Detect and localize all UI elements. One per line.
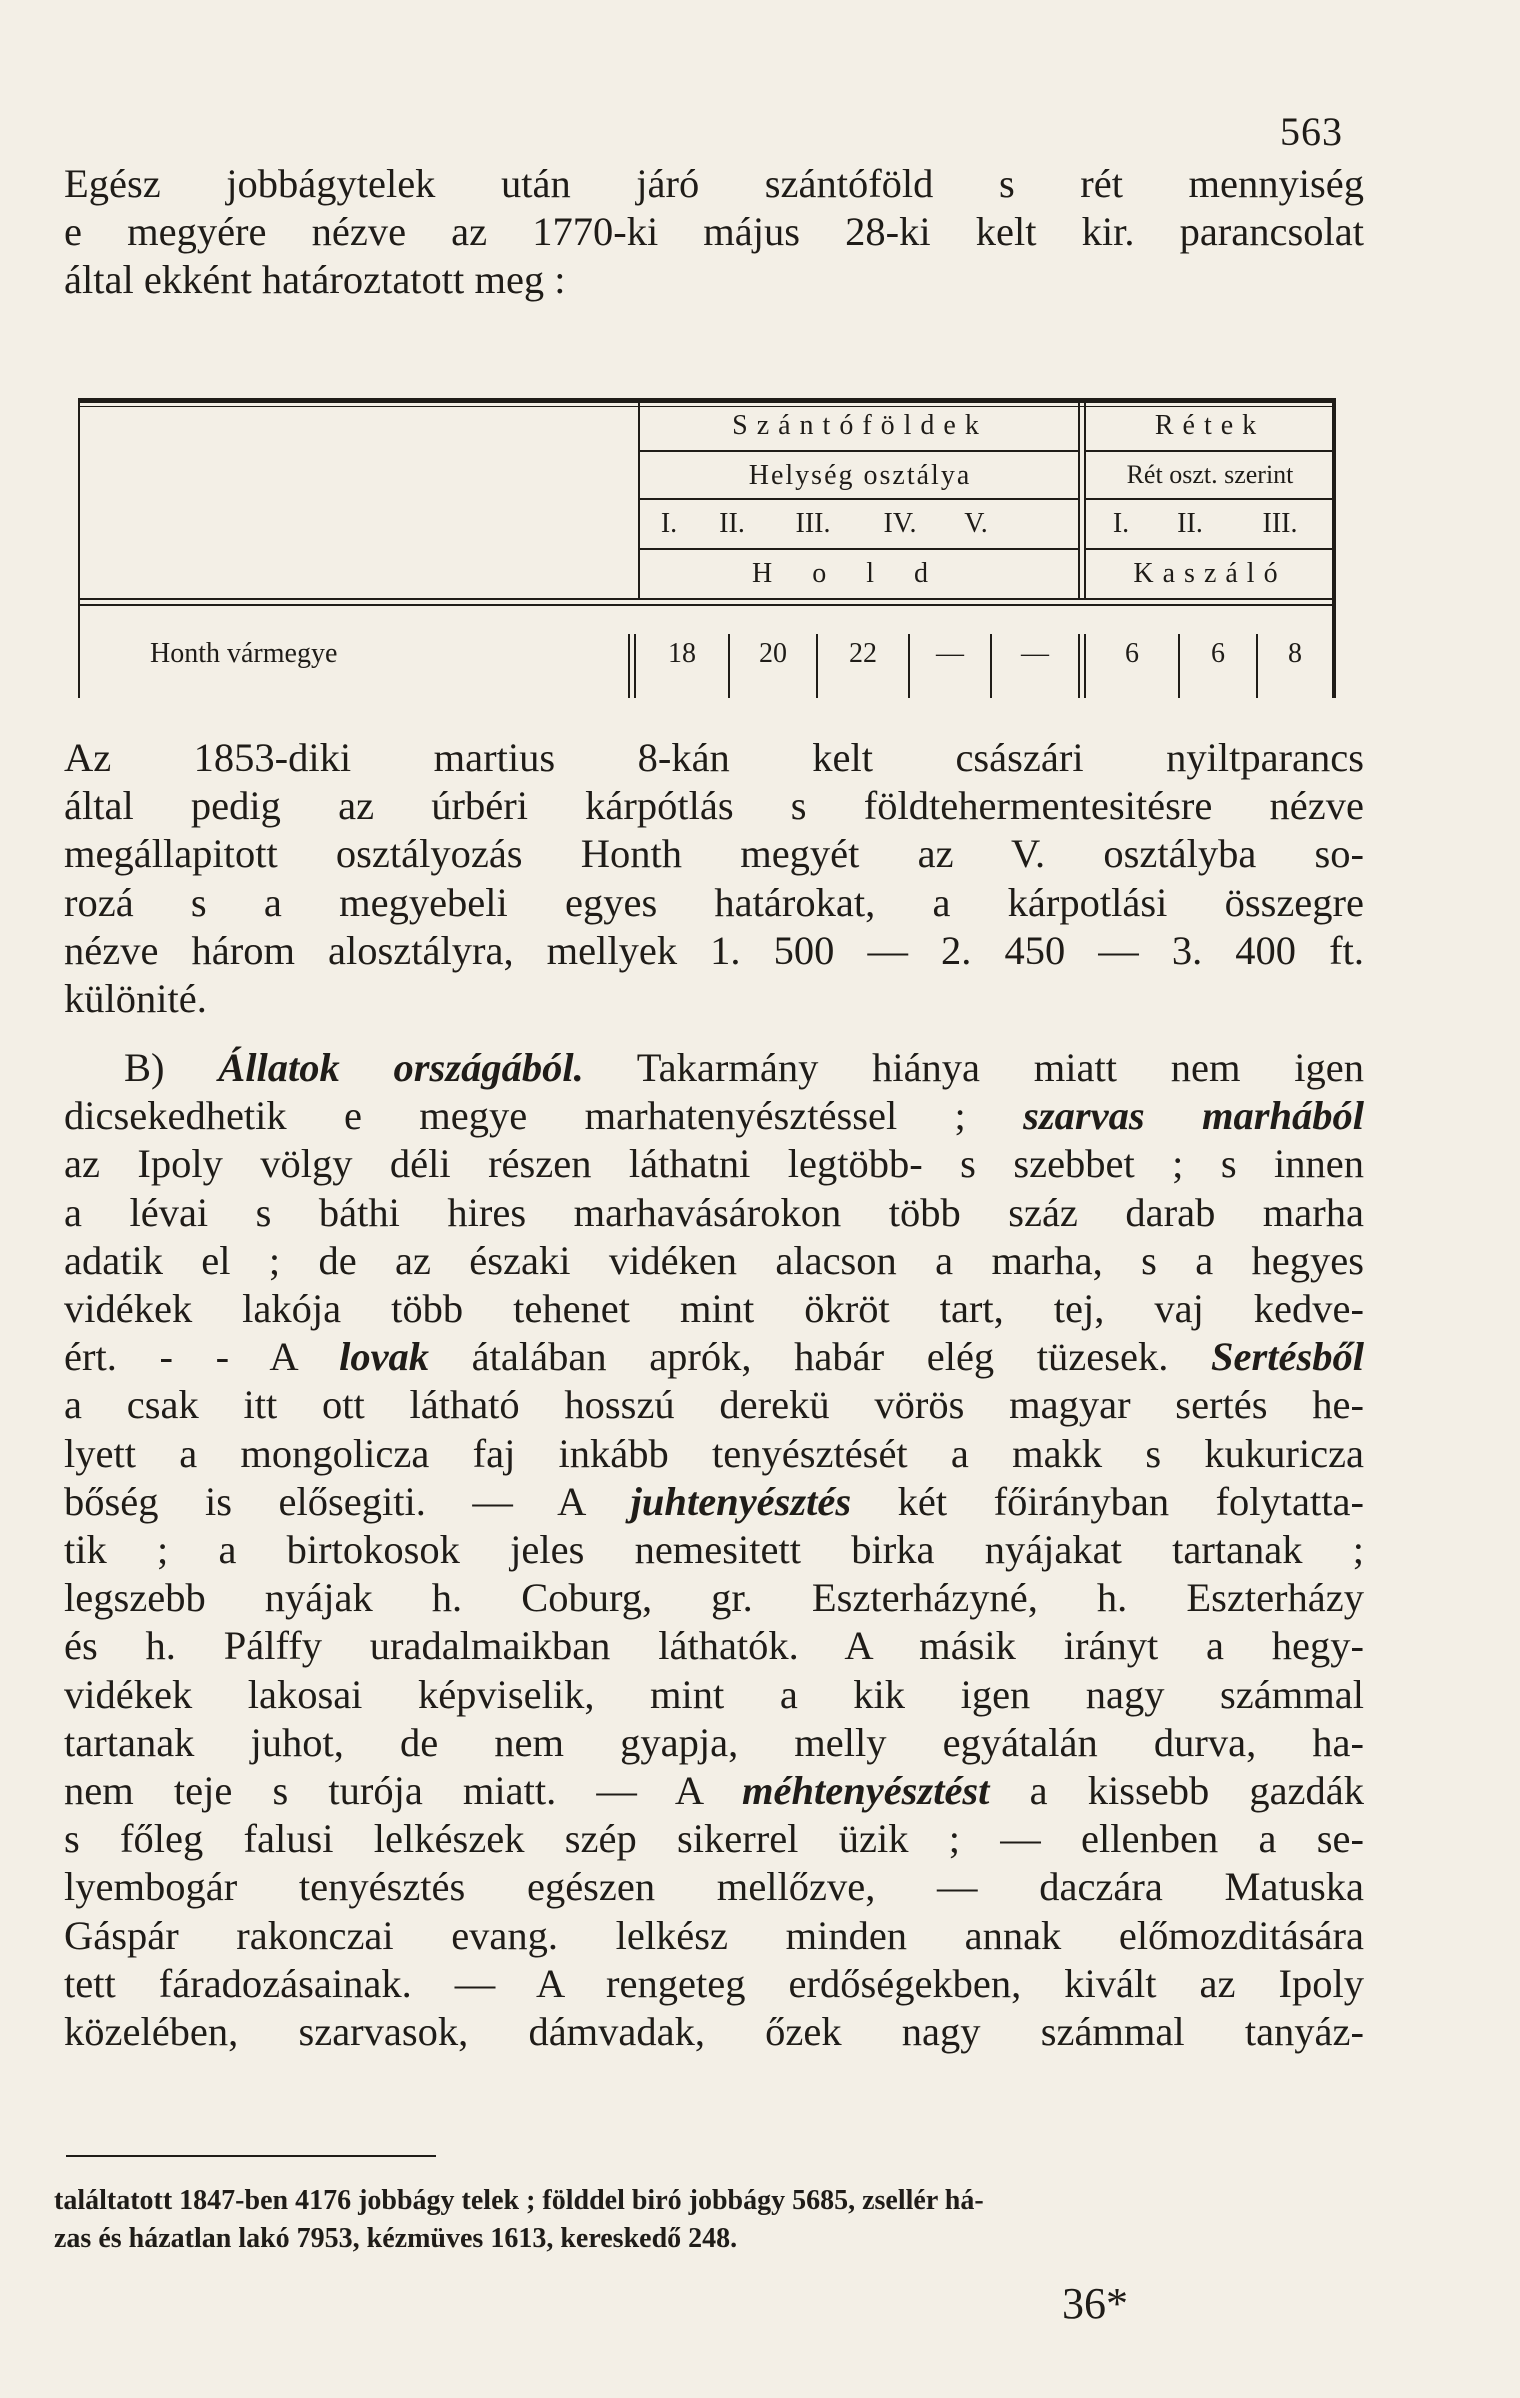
para-line: tett fáradozásainak. — A rengeteg erdőségekben, kivált az Ipoly <box>64 1960 1364 2006</box>
meadow-value: 6 <box>1125 638 1139 669</box>
para-line: közelében, szarvasok, dámvadak, őzek nagy számmal tanyáz- <box>64 2009 1364 2055</box>
para-line: bőség is elősegiti. — A juhtenyésztés két főirányban folytatta- <box>64 1478 1365 1524</box>
para-line: tik ; a birtokosok jeles nemesitett birka nyájakat tartanak ; <box>64 1527 1364 1573</box>
arable-value: 20 <box>759 638 787 669</box>
page-number: 563 <box>1280 109 1343 154</box>
unit-meadow: Kaszáló <box>1133 558 1287 589</box>
para-line: vidékek lakosai képviselik, mint a kik igen nagy számmal <box>64 1671 1364 1717</box>
arable-class: IV. <box>883 508 917 539</box>
arable-class: I. <box>660 508 678 539</box>
arable-value: — <box>936 638 964 669</box>
para-line: és h. Pálffy uradalmaikban láthatók. A másik irányt a hegy- <box>64 1623 1364 1669</box>
para-line: vidékek lakója több tehenet mint ökröt tart, tej, vaj kedve- <box>64 1286 1364 1332</box>
para-line: Gáspár rakonczai evang. lelkész minden annak előmozditására <box>64 1912 1364 1958</box>
para-line: legszebb nyájak h. Coburg, gr. Eszterházyné, h. Eszterházy <box>64 1575 1364 1621</box>
para-line: megállapitott osztályozás Honth megyét az V. osztályba so- <box>64 831 1364 877</box>
meadow-value: 8 <box>1288 638 1302 669</box>
sub-meadow: Rét oszt. szerint <box>1126 460 1294 489</box>
sub-arable: Helység osztálya <box>748 460 972 491</box>
footnote-divider <box>66 2155 436 2157</box>
para-line: s főleg falusi lelkészek szép sikerrel üzik ; — ellenben a se- <box>64 1816 1364 1862</box>
para-line: Az 1853-diki martius 8-kán kelt császári nyiltparancs <box>64 735 1364 780</box>
para-line: B) Állatok országából. Takarmány hiánya miatt nem igen <box>124 1045 1365 1090</box>
section-heading: Állatok országából. <box>218 1045 584 1090</box>
land-table <box>70 398 1338 698</box>
intro-line: Egész jobbágytelek után járó szántóföld s rét mennyiség <box>64 161 1364 206</box>
para-line: által pedig az úrbéri kárpótlás s földtehermentesitésre nézve <box>64 783 1364 829</box>
para-line: rozá s a megyebeli egyes határokat, a kárpotlási összegre <box>64 879 1364 925</box>
meadow-value: 6 <box>1211 638 1225 669</box>
footnote-line: zas és házatlan lakó 7953, kézmüves 1613, kereskedő 248. <box>54 2223 738 2254</box>
para-line: nem teje s turója miatt. — A méhtenyésztést a kissebb gazdák <box>64 1768 1364 1814</box>
para-line: tartanak juhot, de nem gyapja, melly egyátalán durva, ha- <box>64 1719 1364 1765</box>
para-line: a csak itt ott látható hosszú derekü vörös magyar sertés he- <box>64 1382 1364 1428</box>
arable-value: 22 <box>849 638 877 669</box>
para-line: lyett a mongolicza faj inkább tenyésztését a makk s kukuricza <box>64 1430 1364 1476</box>
para-line: lyembogár tenyésztés egészen mellőzve, — daczára Matuska <box>64 1864 1364 1910</box>
footnote-line: találtatott 1847-ben 4176 jobbágy telek ; földdel biró jobbágy 5685, zsellér há- <box>54 2185 984 2216</box>
arable-class: III. <box>795 508 831 539</box>
footnote <box>54 2182 1354 2258</box>
meadow-class: III. <box>1262 508 1298 539</box>
arable-class: V. <box>964 508 988 539</box>
para-line: ért. - - A lovak átalában aprók, habár elég tüzesek. Sertésből <box>64 1334 1364 1380</box>
signature-mark: 36* <box>1062 2279 1128 2328</box>
meadow-class: I. <box>1112 508 1130 539</box>
row-label: Honth vármegye <box>150 638 338 669</box>
unit-arable: Hold <box>752 558 968 589</box>
para-line: a lévai s báthi hires marhavásárokon több száz darab marha <box>64 1189 1364 1235</box>
paragraph-animals <box>64 1044 1364 2056</box>
intro-paragraph <box>64 160 1364 305</box>
header-arable: Szántóföldek <box>732 410 988 441</box>
meadow-class: II. <box>1177 508 1203 539</box>
para-line: nézve három alosztályra, mellyek 1. 500 — 2. 450 — 3. 400 ft. <box>64 927 1364 973</box>
intro-line: e megyére nézve az 1770-ki május 28-ki kelt kir. parancsolat <box>64 209 1364 255</box>
para-line: az Ipoly völgy déli részen láthatni legtöbb- s szebbet ; s innen <box>64 1141 1364 1187</box>
para-line: különité. <box>64 976 207 1022</box>
para-line: dicsekedhetik e megye marhatenyésztéssel ; szarvas marhából <box>64 1093 1364 1139</box>
intro-line: által ekként határoztatott meg : <box>64 257 566 303</box>
arable-value: — <box>1021 638 1049 669</box>
paragraph-1853 <box>64 734 1364 1023</box>
arable-class: II. <box>719 508 745 539</box>
header-meadow: Rétek <box>1154 410 1266 441</box>
para-line: adatik el ; de az északi vidéken alacson a marha, s a hegyes <box>64 1237 1364 1283</box>
arable-value: 18 <box>668 638 696 669</box>
